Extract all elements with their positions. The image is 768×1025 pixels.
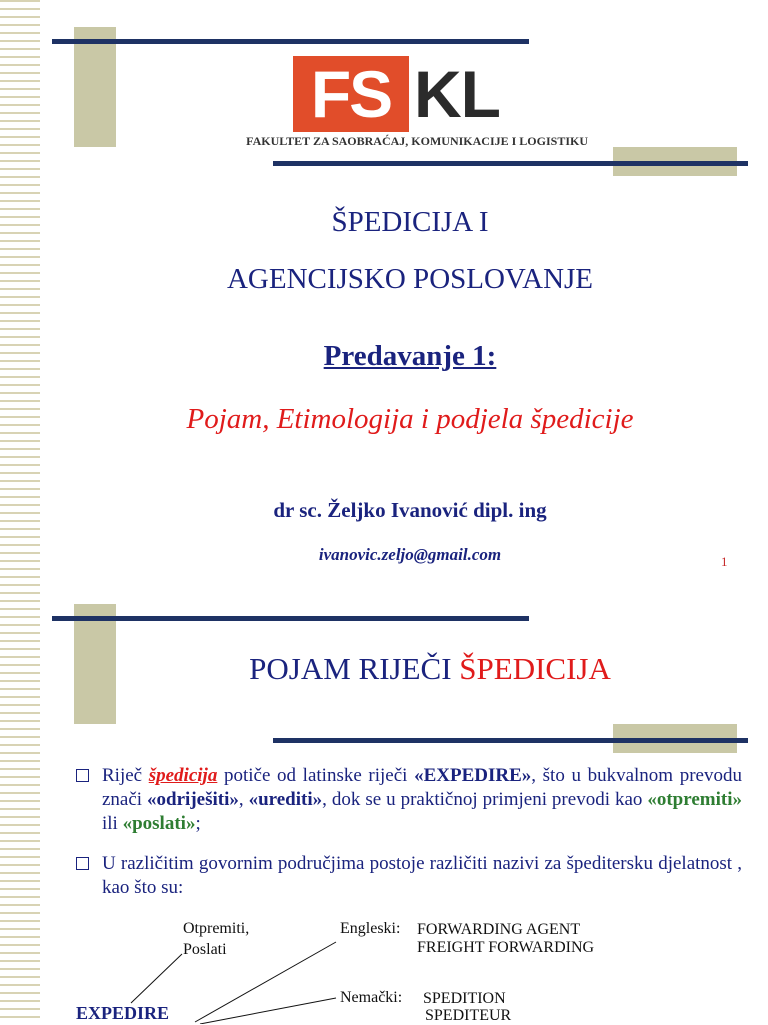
logo-tagline: FAKULTET ZA SAOBRAĆAJ, KOMUNIKACIJE I LOGISTIKU (246, 134, 588, 148)
slide2-title-main: POJAM RIJEČI (249, 651, 460, 686)
german-term-1: SPEDITION (423, 990, 506, 1007)
connector-meaning (131, 954, 182, 1003)
keyword-urediti: «urediti» (248, 789, 323, 810)
keyword-expedire: «EXPEDIRE» (414, 765, 532, 786)
meaning-line1: Otpremiti, (183, 920, 250, 937)
bullet-names-text: U različitim govornim područjima postoje različiti nazivi za špeditersku djelatnost , kao što su: (102, 853, 742, 898)
english-term-2: FREIGHT FORWARDING (417, 939, 595, 956)
keyword-otpremiti: «otpremiti» (647, 789, 742, 810)
lecture-subtitle: Pojam, Etimologija i podjela špedicije (186, 403, 634, 435)
keyword-odrijesiti: «odriješiti» (147, 789, 239, 810)
english-term-1: FORWARDING AGENT (417, 921, 581, 938)
meaning-line2: Poslati (183, 941, 227, 958)
slide2-title-highlight: ŠPEDICIJA (459, 651, 611, 686)
english-label: Engleski: (340, 920, 401, 937)
slide-title-line2: AGENCIJSKO POSLOVANJE (226, 263, 594, 295)
author-email: ivanovic.zeljo@gmail.com (318, 545, 502, 564)
logo-fs-text: FS (310, 57, 392, 131)
bullet-etymology-text: Riječ špedicija potiče od latinske riječi «EXPEDIRE», što u bukvalnom prevodu znači «odriješiti», «urediti», dok se u praktičnoj primjeni prevodi kao «otpremiti» ili «poslati»; (102, 765, 742, 834)
root-word-expedire: EXPEDIRE (76, 1003, 170, 1023)
connector-german (200, 998, 336, 1024)
german-term-2: SPEDITEUR (425, 1007, 512, 1024)
page-number: 1 (721, 554, 728, 569)
logo-kl-text: KL (414, 57, 500, 131)
keyword-spedicija: špedicija (148, 765, 218, 786)
lecture-number: Predavanje 1: (323, 340, 497, 372)
author-name: dr sc. Željko Ivanović dipl. ing (273, 498, 547, 522)
slide-title-line1: ŠPEDICIJA I (331, 206, 489, 238)
keyword-poslati: «poslati» (122, 813, 196, 834)
german-label: Nemački: (340, 989, 403, 1006)
